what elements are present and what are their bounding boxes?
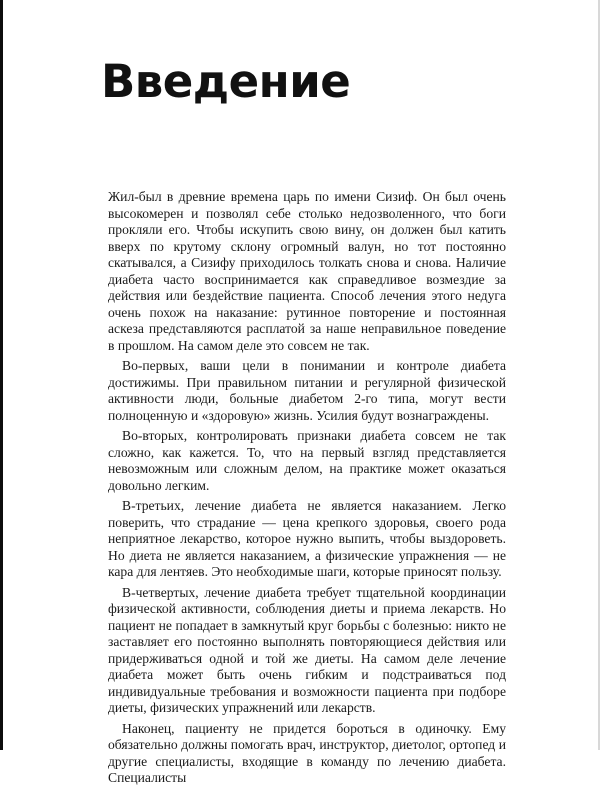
paragraph-intro: Жил-был в древние времена царь по имени Сизиф. Он был очень высокомерен и позволял себе столько недозволенного, что боги прокляли его. Чтобы искупить свою вину, он должен был катить вверх по крутому склону огромный валун, но тот постоянно скатывался, а Сизифу приходилось толкать снова и снова. Наличие диабета часто воспринимается как справедливое возмездие за действия или бездействие пациента. Способ лечения этого недуга очень похож на наказание: рутинное повторение и постоянная аскеза представляются расплатой за наше неправильное поведение в прошлом. На самом деле это совсем не так.: [108, 189, 506, 353]
paragraph-finally: Наконец, пациенту не придется бороться в одиночку. Ему обязательно должны помогать врач, инструктор, диетолог, ортопед и другие специалисты, входящие в команду по лечению диабета. Специалисты: [108, 720, 506, 785]
paragraph-second: Во-вторых, контролировать признаки диабета совсем не так сложно, как кажется. То, что на первый взгляд представляется невозможным или сложным делом, на практике может оказаться довольно легким.: [108, 428, 506, 493]
body-text: [108, 189, 506, 791]
page-binding-edge: [0, 0, 3, 750]
paragraph-first: Во-первых, ваши цели в понимании и контроле диабета достижимы. При правильном питании и регулярной физической активности люди, больные диабетом 2-го типа, могут вести полноценную и «здоровую» жизнь. Усилия будут вознаграждены.: [108, 358, 506, 423]
paragraph-fourth: В-четвертых, лечение диабета требует тщательной координации физической активности, соблюдения диеты и приема лекарств. Но пациент не попадает в замкнутый круг борьбы с болезнью: никто не заставляет его постоянно выполнять повторяющиеся действия или придерживаться одной и той же диеты. На самом деле лечение диабета может быть очень гибким и подстраиваться под индивидуальные требования и возможности пациента при подборе диеты, физических упражнений или лекарств.: [108, 584, 506, 715]
chapter-title: Введение: [101, 55, 351, 108]
paragraph-third: В-третьих, лечение диабета не является наказанием. Легко поверить, что страдание — цена крепкого здоровья, своего рода неприятное лекарство, которое нужно выпить, чтобы выздороветь. Но диета не является наказанием, а физические упражнения — не кара для лентяев. Это необходимые шаги, которые приносят пользу.: [108, 498, 506, 579]
